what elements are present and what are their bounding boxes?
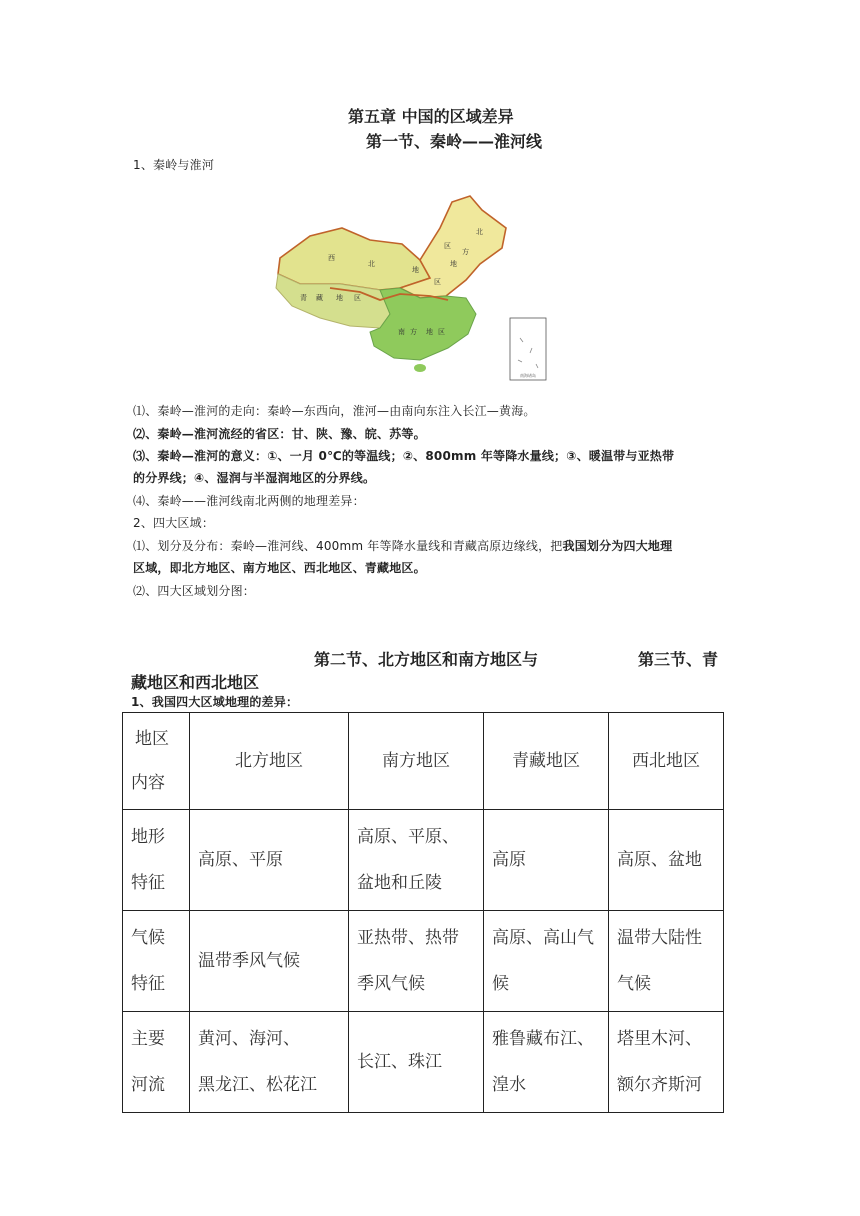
cell-line: 黑龙江、松花江 <box>198 1075 317 1095</box>
map-label: 地 <box>426 328 433 336</box>
region-comparison-table <box>122 712 724 1113</box>
row-label-line: 特征 <box>131 974 165 994</box>
table-cell: 高原、平原 <box>190 810 349 911</box>
section2-heading-left: 第二节、北方地区和南方地区与 <box>314 650 539 669</box>
map-label: 区 <box>434 278 441 286</box>
paragraph-division-1 <box>133 537 672 554</box>
paragraph-significance-1: ⑶、秦岭—淮河的意义：①、一月 0℃的等温线；②、800mm 年等降水量线；③、暖温带与亚热带 <box>133 449 675 463</box>
table-cell <box>484 1012 609 1113</box>
cell-line: 候 <box>492 974 509 994</box>
table-cell <box>190 1012 349 1113</box>
row-label-line: 主要 <box>131 1029 165 1049</box>
map-label: 北 <box>476 228 483 236</box>
table-cell <box>349 810 484 911</box>
item-heading: 1、秦岭与淮河 <box>133 158 215 172</box>
table-cell: 温带季风气候 <box>190 911 349 1012</box>
table-corner-cell <box>123 713 190 810</box>
header-north: 北方地区 <box>190 713 349 810</box>
row-label-line: 河流 <box>131 1075 165 1095</box>
map-label: 方 <box>410 328 417 336</box>
table-cell <box>349 911 484 1012</box>
division-normal-text: ⑴、划分及分布：秦岭—淮河线、400mm 年等降水量线和青藏高原边缘线，把 <box>133 539 563 553</box>
table-cell: 高原 <box>484 810 609 911</box>
corner-top: 地区 <box>135 729 169 749</box>
row-label <box>123 1012 190 1113</box>
map-label: 区 <box>354 294 361 302</box>
row-label <box>123 810 190 911</box>
map-inset-caption: 南海诸岛 <box>520 373 536 378</box>
division-bold-text: 我国划分为四大地理 <box>562 539 673 553</box>
row-label-line: 特征 <box>131 873 165 893</box>
cell-line: 高原、高山气 <box>492 928 594 948</box>
paragraph-significance-2: 的分界线；④、湿润与半湿润地区的分界线。 <box>133 471 376 485</box>
cell-line: 湟水 <box>492 1075 526 1095</box>
map-label: 区 <box>438 328 445 336</box>
china-regions-map <box>270 188 550 384</box>
cell-line: 盆地和丘陵 <box>357 873 442 893</box>
cell-line: 塔里木河、 <box>617 1029 702 1049</box>
map-label: 区 <box>444 242 451 250</box>
header-south: 南方地区 <box>349 713 484 810</box>
item-heading-2: 2、四大区域： <box>133 516 215 530</box>
header-tibet: 青藏地区 <box>484 713 609 810</box>
table-cell: 高原、盆地 <box>609 810 724 911</box>
table-row <box>123 1012 724 1113</box>
map-label: 地 <box>412 266 419 274</box>
table-cell: 长江、珠江 <box>349 1012 484 1113</box>
table-row <box>123 911 724 1012</box>
row-label <box>123 911 190 1012</box>
header-northwest: 西北地区 <box>609 713 724 810</box>
cell-line: 温带大陆性 <box>617 928 702 948</box>
map-label: 青 <box>300 294 307 302</box>
section-title: 第一节、秦岭——淮河线 <box>366 132 543 151</box>
paragraph-direction: ⑴、秦岭—淮河的走向：秦岭—东西向，淮河—由南向东注入长江—黄海。 <box>133 404 536 418</box>
map-label: 西 <box>328 254 335 262</box>
cell-line: 亚热带、热带 <box>357 928 459 948</box>
paragraph-division-2: 区域，即北方地区、南方地区、西北地区、青藏地区。 <box>133 561 426 575</box>
row-label-line: 气候 <box>131 928 165 948</box>
cell-line: 季风气候 <box>357 974 425 994</box>
row-label-line: 地形 <box>131 827 165 847</box>
cell-line: 高原、平原、 <box>357 827 459 847</box>
table-row <box>123 810 724 911</box>
cell-line: 雅鲁藏布江、 <box>492 1029 594 1049</box>
paragraph-differences: ⑷、秦岭——淮河线南北两侧的地理差异： <box>133 494 365 508</box>
map-label: 藏 <box>316 294 323 302</box>
corner-bottom: 内容 <box>131 773 165 793</box>
chapter-title: 第五章 中国的区域差异 <box>348 107 514 126</box>
cell-line: 黄河、海河、 <box>198 1029 300 1049</box>
paragraph-map-ref: ⑵、四大区域划分图： <box>133 584 256 598</box>
map-label: 地 <box>336 294 343 302</box>
table-intro: 1、我国四大区域地理的差异： <box>131 695 299 709</box>
table-header-row <box>123 713 724 810</box>
table-cell <box>609 1012 724 1113</box>
map-label: 方 <box>462 248 469 256</box>
section2-heading-right: 第三节、青 <box>638 650 719 669</box>
cell-line: 额尔齐斯河 <box>617 1075 702 1095</box>
cell-line: 气候 <box>617 974 651 994</box>
table-cell <box>484 911 609 1012</box>
map-label: 北 <box>368 260 375 268</box>
map-label: 地 <box>450 260 457 268</box>
map-label: 南 <box>398 328 405 336</box>
paragraph-provinces: ⑵、秦岭—淮河流经的省区：甘、陕、豫、皖、苏等。 <box>133 427 426 441</box>
section2-heading-line2: 藏地区和西北地区 <box>131 673 260 692</box>
table-cell <box>609 911 724 1012</box>
